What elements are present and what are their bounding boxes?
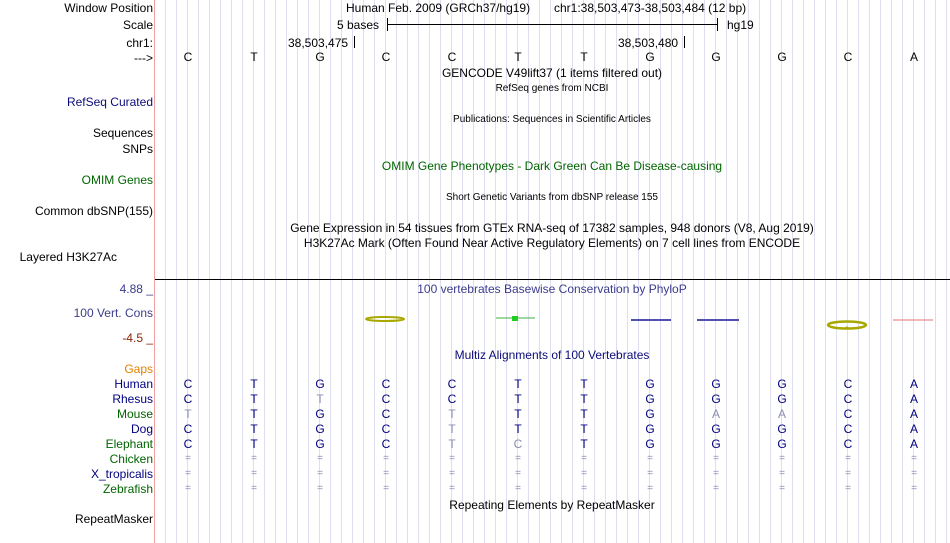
base-letter: G — [645, 50, 655, 64]
grid-line — [165, 0, 166, 543]
cons-mark-col4 — [366, 317, 404, 321]
repeatmasker-label[interactable]: RepeatMasker — [74, 512, 153, 526]
grid-line — [462, 0, 463, 543]
aligned-base: A — [909, 392, 918, 406]
cons-max-label: 4.88 _ — [119, 282, 153, 296]
grid-line — [429, 0, 430, 543]
aligned-base: = — [185, 453, 191, 464]
aligned-base: = — [779, 453, 785, 464]
grid-line — [935, 0, 936, 543]
layered-h3k27ac-label[interactable]: Layered H3K27Ac — [19, 250, 117, 264]
species-label-elephant[interactable]: Elephant — [105, 437, 153, 451]
aligned-base: = — [647, 468, 653, 479]
grid-line — [407, 0, 408, 543]
aligned-base: = — [911, 483, 917, 494]
h3k27ac-track-title[interactable]: H3K27Ac Mark (Often Found Near Active Regulatory Elements) on 7 cell lines from ENCODE — [303, 236, 801, 250]
aligned-base: T — [514, 392, 522, 406]
aligned-base: = — [185, 468, 191, 479]
aligned-base: T — [250, 437, 258, 451]
aligned-base: C — [843, 437, 853, 451]
grid-line — [924, 0, 925, 543]
window-position-label: Window Position — [64, 1, 153, 15]
grid-line — [671, 0, 672, 543]
aligned-base: A — [909, 422, 918, 436]
grid-line — [473, 0, 474, 543]
common-dbsnp-label[interactable]: Common dbSNP(155) — [34, 204, 153, 218]
grid-line — [748, 0, 749, 543]
aligned-base: G — [711, 437, 721, 451]
conservation-wiggle — [155, 300, 950, 340]
cons-mark-col11 — [828, 322, 866, 330]
grid-line — [902, 0, 903, 543]
grid-line — [440, 0, 441, 543]
grid-line — [308, 0, 309, 543]
aligned-base: G — [711, 392, 721, 406]
grid-line — [198, 0, 199, 543]
repeatmasker-track-title[interactable]: Repeating Elements by RepeatMasker — [449, 498, 655, 512]
grid-line — [616, 0, 617, 543]
coord-tick-2 — [684, 36, 685, 48]
grid-line — [627, 0, 628, 543]
aligned-base: T — [580, 377, 588, 391]
grid-line — [330, 0, 331, 543]
vert-cons-label[interactable]: 100 Vert. Cons — [73, 306, 153, 320]
species-label-chicken[interactable]: Chicken — [109, 452, 153, 466]
aligned-base: C — [183, 377, 193, 391]
grid-line — [638, 0, 639, 543]
aligned-base: C — [843, 392, 853, 406]
aligned-base: T — [250, 422, 258, 436]
track-separator — [155, 279, 950, 280]
sequences-label[interactable]: Sequences — [92, 126, 153, 140]
omim-track-title[interactable]: OMIM Gene Phenotypes - Dark Green Can Be Disease-causing — [381, 159, 723, 173]
aligned-base: T — [514, 422, 522, 436]
aligned-base: G — [315, 407, 325, 421]
aligned-base: G — [777, 377, 787, 391]
aligned-base: = — [317, 483, 323, 494]
species-label-human[interactable]: Human — [114, 377, 153, 391]
aligned-base: = — [581, 483, 587, 494]
aligned-base: C — [381, 422, 391, 436]
grid-line — [242, 0, 243, 543]
coord-label-1: 38,503,475 — [288, 36, 349, 50]
coord-tick-1 — [354, 36, 355, 48]
grid-line — [363, 0, 364, 543]
grid-line — [176, 0, 177, 543]
grid-line — [418, 0, 419, 543]
aligned-base: G — [645, 437, 655, 451]
aligned-base: = — [845, 453, 851, 464]
aligned-base: A — [711, 407, 720, 421]
aligned-base: C — [381, 407, 391, 421]
aligned-base: = — [515, 468, 521, 479]
aligned-base: = — [713, 453, 719, 464]
grid-line — [231, 0, 232, 543]
aligned-base: G — [315, 437, 325, 451]
aligned-base: A — [777, 407, 786, 421]
multiz-track-title[interactable]: Multiz Alignments of 100 Vertebrates — [454, 348, 650, 362]
grid-line — [297, 0, 298, 543]
grid-line — [726, 0, 727, 543]
species-label-dog[interactable]: Dog — [130, 422, 153, 436]
aligned-base: T — [514, 407, 522, 421]
grid-line — [264, 0, 265, 543]
grid-line — [737, 0, 738, 543]
aligned-base: T — [448, 422, 456, 436]
grid-line — [869, 0, 870, 543]
base-letter: A — [909, 50, 918, 64]
dbsnp-track-title[interactable]: Short Genetic Variants from dbSNP release 155 — [446, 192, 658, 203]
scale-bar — [387, 24, 718, 25]
aligned-base: G — [645, 407, 655, 421]
aligned-base: = — [383, 468, 389, 479]
aligned-base: = — [383, 483, 389, 494]
aligned-base: = — [647, 483, 653, 494]
aligned-base: = — [581, 468, 587, 479]
aligned-base: C — [183, 437, 193, 451]
aligned-base: = — [515, 483, 521, 494]
grid-line — [836, 0, 837, 543]
aligned-base: = — [911, 453, 917, 464]
aligned-base: T — [448, 437, 456, 451]
grid-line — [484, 0, 485, 543]
grid-line — [792, 0, 793, 543]
species-label-zebrafish[interactable]: Zebrafish — [102, 482, 153, 496]
aligned-base: C — [843, 422, 853, 436]
aligned-base: C — [183, 392, 193, 406]
species-label-mouse[interactable]: Mouse — [116, 407, 153, 421]
scale-label: Scale — [122, 18, 153, 32]
aligned-base: A — [909, 407, 918, 421]
scale-bar-left-tick — [387, 18, 388, 31]
aligned-base: C — [183, 422, 193, 436]
aligned-base: T — [580, 422, 588, 436]
base-letter: C — [447, 50, 457, 64]
aligned-base: = — [779, 483, 785, 494]
aligned-base: = — [845, 468, 851, 479]
gtex-track-title[interactable]: Gene Expression in 54 tissues from GTEx RNA-seq of 17382 samples, 948 donors (V8, Aug 2019) — [290, 221, 814, 235]
grid-line — [880, 0, 881, 543]
aligned-base: C — [447, 377, 457, 391]
aligned-base: = — [515, 453, 521, 464]
aligned-base: T — [448, 407, 456, 421]
grid-line — [660, 0, 661, 543]
grid-line — [704, 0, 705, 543]
aligned-base: G — [645, 392, 655, 406]
base-letter: G — [711, 50, 721, 64]
grid-line — [825, 0, 826, 543]
aligned-base: A — [909, 437, 918, 451]
aligned-base: = — [713, 483, 719, 494]
aligned-base: = — [383, 453, 389, 464]
grid-line — [209, 0, 210, 543]
gaps-label[interactable]: Gaps — [124, 362, 153, 376]
base-letter: T — [580, 50, 588, 64]
aligned-base: = — [647, 453, 653, 464]
aligned-base: C — [381, 377, 391, 391]
aligned-base: T — [250, 392, 258, 406]
gencode-track-title[interactable]: GENCODE V49lift37 (1 items filtered out) — [441, 66, 663, 80]
chrom-label: chr1: — [126, 36, 153, 50]
aligned-base: = — [251, 483, 257, 494]
grid-line — [814, 0, 815, 543]
aligned-base: = — [581, 453, 587, 464]
grid-line — [858, 0, 859, 543]
aligned-base: A — [909, 377, 918, 391]
aligned-base: G — [315, 422, 325, 436]
aligned-base: T — [250, 407, 258, 421]
coord-label-2: 38,503,480 — [618, 36, 679, 50]
refseq-curated-label[interactable]: RefSeq Curated — [66, 95, 153, 109]
base-letter: C — [843, 50, 853, 64]
base-letter: C — [183, 50, 193, 64]
aligned-base: G — [645, 377, 655, 391]
grid-line — [891, 0, 892, 543]
aligned-base: C — [381, 437, 391, 451]
aligned-base: G — [315, 377, 325, 391]
image-left-border — [154, 0, 155, 543]
aligned-base: = — [185, 483, 191, 494]
grid-line — [803, 0, 804, 543]
aligned-base: = — [779, 468, 785, 479]
grid-line — [770, 0, 771, 543]
grid-line — [759, 0, 760, 543]
grid-line — [374, 0, 375, 543]
scale-db: hg19 — [727, 18, 754, 32]
aligned-base: G — [645, 422, 655, 436]
aligned-base: G — [777, 392, 787, 406]
aligned-base: C — [843, 407, 853, 421]
aligned-base: T — [316, 392, 324, 406]
aligned-base: T — [580, 392, 588, 406]
grid-line — [396, 0, 397, 543]
omim-genes-label[interactable]: OMIM Genes — [81, 173, 153, 187]
aligned-base: T — [580, 437, 588, 451]
position-range: chr1:38,503,473-38,503,484 (12 bp) — [554, 1, 747, 15]
grid-line — [693, 0, 694, 543]
publications-track-title[interactable]: Publications: Sequences in Scientific Articles — [453, 114, 651, 125]
aligned-base: G — [777, 437, 787, 451]
aligned-base: C — [447, 392, 457, 406]
aligned-base: T — [250, 377, 258, 391]
base-letter: G — [777, 50, 787, 64]
cons-min-label: -4.5 _ — [122, 331, 153, 345]
aligned-base: C — [381, 392, 391, 406]
base-letter: C — [381, 50, 391, 64]
aligned-base: = — [911, 468, 917, 479]
snps-label[interactable]: SNPs — [122, 142, 153, 156]
assembly-title: Human Feb. 2009 (GRCh37/hg19) — [346, 1, 531, 15]
base-letter: T — [514, 50, 522, 64]
aligned-base: = — [449, 468, 455, 479]
aligned-base: T — [184, 407, 192, 421]
refseq-track-title[interactable]: RefSeq genes from NCBI — [495, 83, 609, 94]
aligned-base: = — [251, 468, 257, 479]
aligned-base: G — [777, 422, 787, 436]
aligned-base: = — [449, 483, 455, 494]
grid-line — [682, 0, 683, 543]
aligned-base: = — [449, 453, 455, 464]
scale-bar-right-tick — [717, 18, 718, 31]
aligned-base: G — [711, 422, 721, 436]
aligned-base: = — [317, 468, 323, 479]
aligned-base: G — [711, 377, 721, 391]
base-letter: G — [315, 50, 325, 64]
species-label-rhesus[interactable]: Rhesus — [112, 392, 153, 406]
aligned-base: C — [513, 437, 523, 451]
grid-line — [341, 0, 342, 543]
aligned-base: T — [514, 377, 522, 391]
grid-line — [286, 0, 287, 543]
grid-line — [275, 0, 276, 543]
aligned-base: T — [580, 407, 588, 421]
scale-text: 5 bases — [337, 18, 380, 32]
aligned-base: = — [317, 453, 323, 464]
grid-line — [220, 0, 221, 543]
grid-line — [946, 0, 947, 543]
grid-line — [352, 0, 353, 543]
aligned-base: = — [845, 483, 851, 494]
aligned-base: C — [843, 377, 853, 391]
cons-mark-col6 — [496, 316, 535, 321]
strand-arrow-label[interactable]: ---> — [134, 51, 153, 65]
aligned-base: = — [713, 468, 719, 479]
base-letter: T — [250, 50, 258, 64]
cons-track-title[interactable]: 100 vertebrates Basewise Conservation by PhyloP — [417, 282, 687, 296]
aligned-base: = — [251, 453, 257, 464]
species-label-x_tropicalis[interactable]: X_tropicalis — [90, 467, 153, 481]
